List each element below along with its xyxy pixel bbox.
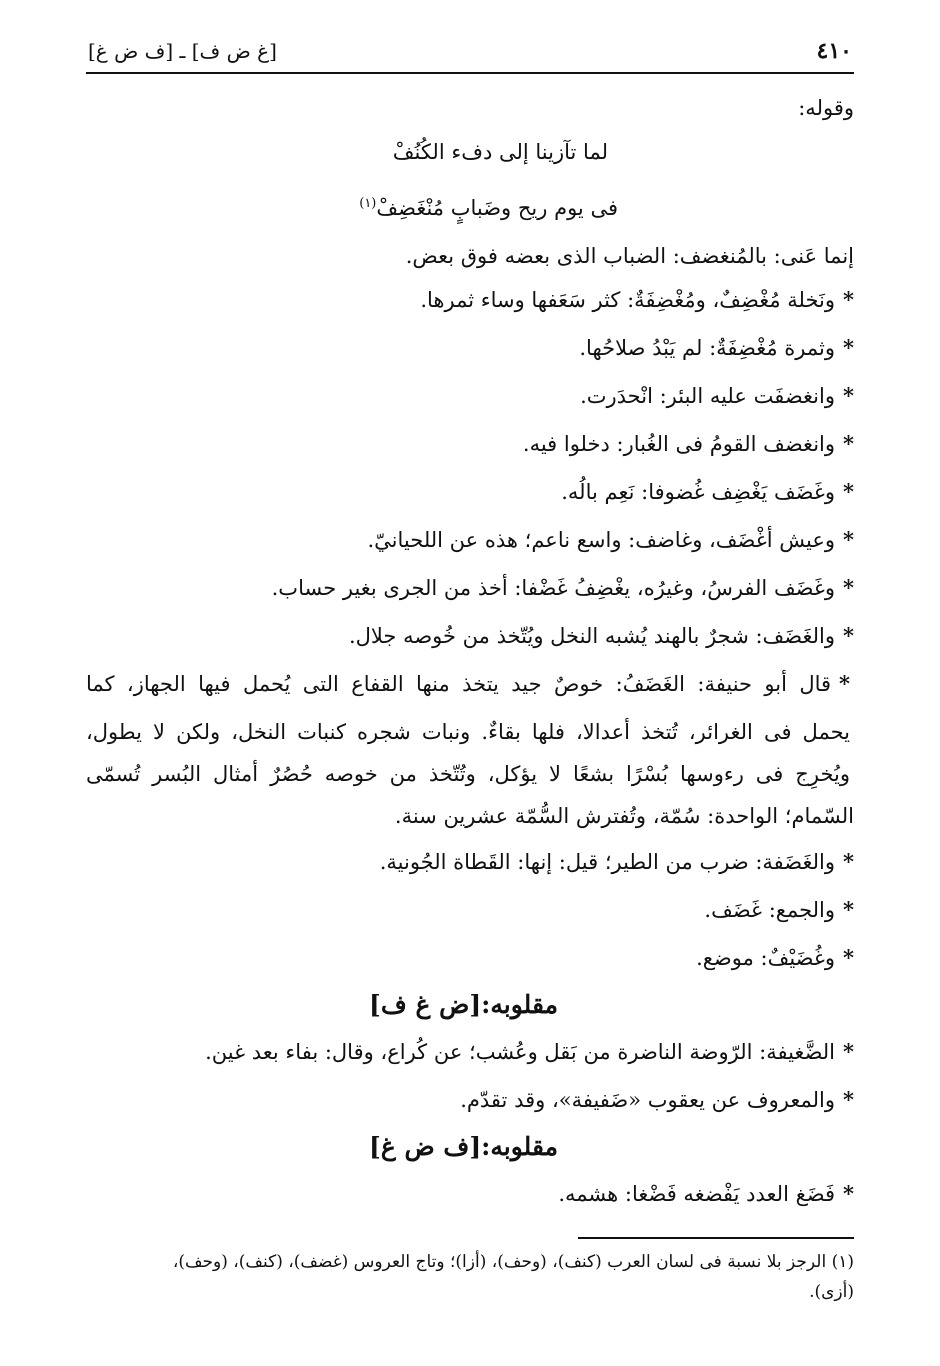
- entry-line: *وغُضَيْفٌ: موضع.: [696, 945, 854, 970]
- paragraph-line: *قال أبو حنيفة: الغَضَفُ: خوصٌ جيد يتخذ منها القفاع التى يُحمل فيها الجهاز، كما: [86, 671, 850, 696]
- entry-line: *وغَضَف يَغْضِف غُضوفا: نَعِم بالُه.: [561, 479, 854, 504]
- asterisk-icon: *: [843, 897, 854, 922]
- asterisk-icon: *: [843, 575, 854, 600]
- asterisk-icon: *: [843, 335, 854, 360]
- entry-line: *ونَخلة مُغْضِفٌ، ومُغْضِفَةٌ: كثر سَعَفها وساء ثمرها.: [420, 287, 854, 312]
- entry-line: إنما عَنى: بالمُنغضف: الضباب الذى بعضه فوق بعض.: [405, 244, 854, 268]
- verse-line-1: لما تآزينا إلى دفء الكُنُفْ: [392, 140, 608, 164]
- entry-line: *والمعروف عن يعقوب «ضَفيفة»، وقد تقدّم.: [460, 1087, 854, 1112]
- asterisk-icon: *: [843, 527, 854, 552]
- entry-line: *والغَضَفة: ضرب من الطير؛ قيل: إنها: القَطاة الجُونية.: [379, 849, 854, 874]
- header-rule: [86, 72, 854, 74]
- footnote-line: (١) الرجز بلا نسبة فى لسان العرب (كنف)، (وحف)، (أزا)؛ وتاج العروس (غضف)، (كنف)، (وحف)،: [172, 1252, 854, 1272]
- entry-line: *فَضَغ العدد يَفْضغه فَضْغا: هشمه.: [558, 1181, 854, 1206]
- entry-line: *وانغضفَت عليه البئر: انْحدَرت.: [580, 383, 854, 408]
- entry-line: *وانغضف القومُ فى الغُبار: دخلوا فيه.: [522, 431, 854, 456]
- entry-line: *والجمع: غَضَف.: [704, 897, 854, 922]
- asterisk-icon: *: [843, 1087, 854, 1112]
- entry-line: *وعيش أغْضَف، وغاضف: واسع ناعم؛ هذه عن اللحيانيّ.: [367, 527, 854, 552]
- entry-line: *وثمرة مُغْضِفَةٌ: لم يَبْدُ صلاحُها.: [579, 335, 854, 360]
- intro-text: وقوله:: [798, 96, 854, 120]
- page-number: ٤١٠: [816, 38, 852, 64]
- section-heading: مقلوبه:[ف ض غ]: [369, 1132, 558, 1161]
- verse-line-2: فى يوم ريح وضَبابٍ مُنْغَضِفْ$^{(١)}$: [359, 196, 618, 220]
- running-header-roots: [غ ض ف] ـ [ف ض غ]: [88, 39, 277, 63]
- asterisk-icon: *: [843, 945, 854, 970]
- footnote-rule: [578, 1237, 854, 1239]
- asterisk-icon: *: [839, 671, 850, 696]
- asterisk-icon: *: [843, 1039, 854, 1064]
- paragraph-line: ويُخرِج فى رءوسها بُسْرًا بشعًا لا يؤكل، وتُتّخذ من خوصه حُصُرٌ أمثال البُسر تُسمّى: [86, 762, 850, 786]
- asterisk-icon: *: [843, 287, 854, 312]
- asterisk-icon: *: [843, 1181, 854, 1206]
- entry-line: *وغَضَف الفرسُ، وغيرُه، يغْضِفُ غَضْفا: أخذ من الجرى بغير حساب.: [271, 575, 854, 600]
- asterisk-icon: *: [843, 431, 854, 456]
- entry-line: *والغَضَف: شجرٌ بالهند يُشبه النخل ويُتّخذ من خُوصه جلال.: [348, 623, 854, 648]
- asterisk-icon: *: [843, 383, 854, 408]
- paragraph-line: يحمل فى الغرائر، تُتخذ أعدالا، فلها بقاءٌ. ونبات شجره كنبات النخل، ولكن لا يطول،: [86, 720, 850, 744]
- footnote-marker: (١): [359, 196, 377, 211]
- asterisk-icon: *: [843, 849, 854, 874]
- asterisk-icon: *: [843, 623, 854, 648]
- paragraph-line: السّمام؛ الواحدة: سُمّة، وتُفترش السُّمّة عشرين سنة.: [394, 804, 854, 828]
- entry-line: *الضَّغيفة: الرّوضة الناضرة من بَقل وعُشب؛ عن كُراع، وقال: بفاء بعد غين.: [205, 1039, 854, 1064]
- asterisk-icon: *: [843, 479, 854, 504]
- footnote-line: (أزى).: [809, 1282, 854, 1302]
- section-heading: مقلوبه:[ض غ ف]: [369, 990, 558, 1019]
